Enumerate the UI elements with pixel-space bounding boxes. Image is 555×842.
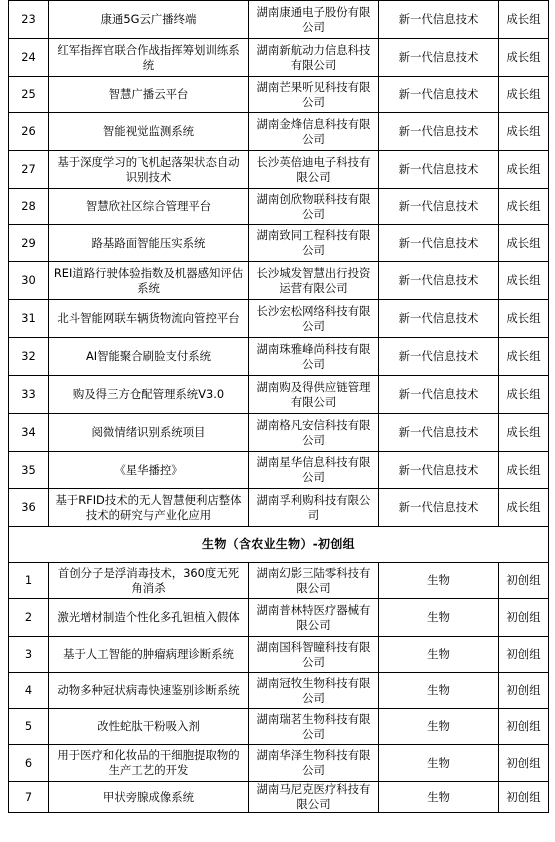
table-row: [9, 300, 549, 338]
company-name: 湖南国科智瞳科技有限公司: [249, 637, 379, 673]
stage-name: 成长组: [499, 113, 549, 151]
row-number: 34: [9, 414, 49, 452]
stage-name: 成长组: [499, 376, 549, 414]
project-name: 北斗智能网联车辆货物流向管控平台: [49, 300, 249, 338]
company-name: 湖南幻影三陆零科技有限公司: [249, 563, 379, 599]
field-name: 新一代信息技术: [379, 414, 499, 452]
row-number: 1: [9, 563, 49, 599]
table-row: [9, 1, 549, 39]
row-number: 33: [9, 376, 49, 414]
table-row: [9, 452, 549, 489]
field-name: 生物: [379, 637, 499, 673]
row-number: 7: [9, 782, 49, 813]
table-row: [9, 709, 549, 745]
table-row: [9, 489, 549, 527]
project-name: 红军指挥官联合作战指挥筹划训练系统: [49, 39, 249, 77]
stage-name: 成长组: [499, 39, 549, 77]
table-row: [9, 151, 549, 189]
company-name: 湖南普林特医疗器械有限公司: [249, 599, 379, 637]
project-name: 基于人工智能的肿瘤病理诊断系统: [49, 637, 249, 673]
company-name: 长沙英倍迪电子科技有限公司: [249, 151, 379, 189]
field-name: 新一代信息技术: [379, 151, 499, 189]
company-name: 湖南冠牧生物科技有限公司: [249, 673, 379, 709]
stage-name: 初创组: [499, 709, 549, 745]
project-name: 智能视觉监测系统: [49, 113, 249, 151]
stage-name: 初创组: [499, 782, 549, 813]
table-row: [9, 599, 549, 637]
table-row: [9, 414, 549, 452]
project-name: 基于深度学习的飞机起落架状态自动识别技术: [49, 151, 249, 189]
table-row: [9, 673, 549, 709]
project-name: 智慧广播云平台: [49, 77, 249, 113]
table-row: [9, 782, 549, 813]
company-name: 湖南格凡安信科技有限公司: [249, 414, 379, 452]
company-name: 湖南购及得供应链管理有限公司: [249, 376, 379, 414]
row-number: 29: [9, 225, 49, 262]
section-header-row: [9, 527, 549, 563]
section-block: [9, 527, 549, 563]
field-name: 新一代信息技术: [379, 376, 499, 414]
field-name: 新一代信息技术: [379, 338, 499, 376]
stage-name: 初创组: [499, 563, 549, 599]
field-name: 生物: [379, 782, 499, 813]
stage-name: 成长组: [499, 414, 549, 452]
field-name: 新一代信息技术: [379, 189, 499, 225]
company-name: 湖南华泽生物科技有限公司: [249, 745, 379, 782]
row-number: 32: [9, 338, 49, 376]
stage-name: 初创组: [499, 599, 549, 637]
row-number: 4: [9, 673, 49, 709]
project-name: 激光增材制造个性化多孔钽植入假体: [49, 599, 249, 637]
table-row: [9, 637, 549, 673]
row-number: 26: [9, 113, 49, 151]
project-name: 路基路面智能压实系统: [49, 225, 249, 262]
company-name: 湖南瑞茗生物科技有限公司: [249, 709, 379, 745]
row-number: 24: [9, 39, 49, 77]
table-row: [9, 77, 549, 113]
project-table: [8, 0, 549, 813]
stage-name: 初创组: [499, 637, 549, 673]
row-number: 31: [9, 300, 49, 338]
project-name: 康通5G云广播终端: [49, 1, 249, 39]
stage-name: 成长组: [499, 338, 549, 376]
row-number: 28: [9, 189, 49, 225]
field-name: 新一代信息技术: [379, 452, 499, 489]
table-row: [9, 338, 549, 376]
row-number: 2: [9, 599, 49, 637]
row-number: 25: [9, 77, 49, 113]
project-name: 动物多种冠状病毒快速鉴别诊断系统: [49, 673, 249, 709]
field-name: 新一代信息技术: [379, 1, 499, 39]
project-name: AI智能聚合刷脸支付系统: [49, 338, 249, 376]
stage-name: 初创组: [499, 745, 549, 782]
company-name: 长沙城发智慧出行投资运营有限公司: [249, 262, 379, 300]
row-number: 30: [9, 262, 49, 300]
project-name: 智慧欣社区综合管理平台: [49, 189, 249, 225]
stage-name: 成长组: [499, 300, 549, 338]
field-name: 新一代信息技术: [379, 39, 499, 77]
company-name: 湖南星华信息科技有限公司: [249, 452, 379, 489]
company-name: 湖南新航动力信息科技有限公司: [249, 39, 379, 77]
field-name: 新一代信息技术: [379, 262, 499, 300]
row-number: 6: [9, 745, 49, 782]
project-name: 改性蛇肽干粉吸入剂: [49, 709, 249, 745]
table-row: [9, 745, 549, 782]
company-name: 湖南金烽信息科技有限公司: [249, 113, 379, 151]
field-name: 新一代信息技术: [379, 113, 499, 151]
stage-name: 成长组: [499, 225, 549, 262]
project-name: 阅微情绪识别系统项目: [49, 414, 249, 452]
field-name: 生物: [379, 599, 499, 637]
company-name: 长沙宏松网络科技有限公司: [249, 300, 379, 338]
table-row: [9, 262, 549, 300]
field-name: 生物: [379, 745, 499, 782]
section-title: 生物（含农业生物）-初创组: [9, 527, 549, 563]
row-number: 23: [9, 1, 49, 39]
table-row: [9, 113, 549, 151]
stage-name: 成长组: [499, 262, 549, 300]
stage-name: 成长组: [499, 189, 549, 225]
row-number: 27: [9, 151, 49, 189]
stage-name: 成长组: [499, 151, 549, 189]
stage-name: 成长组: [499, 77, 549, 113]
company-name: 湖南珠雅峰尚科技有限公司: [249, 338, 379, 376]
field-name: 生物: [379, 673, 499, 709]
field-name: 生物: [379, 709, 499, 745]
table-row: [9, 189, 549, 225]
project-name: 购及得三方仓配管理系统V3.0: [49, 376, 249, 414]
row-number: 3: [9, 637, 49, 673]
project-name: 甲状旁腺成像系统: [49, 782, 249, 813]
bottom-rows: [9, 563, 549, 813]
row-number: 35: [9, 452, 49, 489]
field-name: 新一代信息技术: [379, 300, 499, 338]
document-page: [8, 0, 549, 813]
stage-name: 成长组: [499, 489, 549, 527]
company-name: 湖南马尼克医疗科技有限公司: [249, 782, 379, 813]
stage-name: 成长组: [499, 452, 549, 489]
field-name: 生物: [379, 563, 499, 599]
project-name: REI道路行驶体验指数及机器感知评估系统: [49, 262, 249, 300]
table-row: [9, 225, 549, 262]
row-number: 5: [9, 709, 49, 745]
company-name: 湖南康通电子股份有限公司: [249, 1, 379, 39]
project-name: 基于RFID技术的无人智慧便利店整体技术的研究与产业化应用: [49, 489, 249, 527]
row-number: 36: [9, 489, 49, 527]
stage-name: 初创组: [499, 673, 549, 709]
project-name: 首创分子是浮消毒技术，360度无死角消杀: [49, 563, 249, 599]
field-name: 新一代信息技术: [379, 77, 499, 113]
table-row: [9, 376, 549, 414]
company-name: 湖南芒果听见科技有限公司: [249, 77, 379, 113]
company-name: 湖南孚利购科技有限公司: [249, 489, 379, 527]
top-rows: [9, 1, 549, 527]
project-name: 《星华播控》: [49, 452, 249, 489]
table-row: [9, 39, 549, 77]
field-name: 新一代信息技术: [379, 225, 499, 262]
company-name: 湖南致同工程科技有限公司: [249, 225, 379, 262]
field-name: 新一代信息技术: [379, 489, 499, 527]
table-row: [9, 563, 549, 599]
project-name: 用于医疗和化妆品的干细胞提取物的生产工艺的开发: [49, 745, 249, 782]
stage-name: 成长组: [499, 1, 549, 39]
company-name: 湖南创欣物联科技有限公司: [249, 189, 379, 225]
